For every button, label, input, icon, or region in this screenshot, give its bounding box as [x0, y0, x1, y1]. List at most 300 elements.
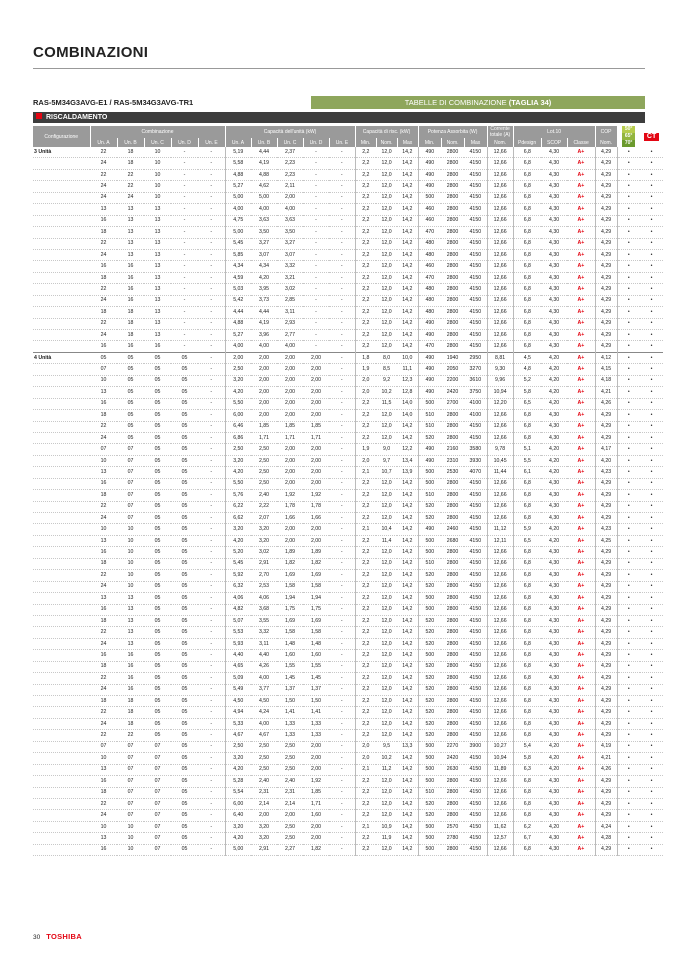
table-cell: - — [303, 147, 329, 158]
table-cell: 16 — [117, 661, 144, 672]
table-cell: 4150 — [464, 513, 487, 524]
table-cell: 6,5 — [513, 535, 541, 546]
table-cell: 13 — [144, 249, 171, 260]
table-cell: • — [617, 707, 640, 718]
table-cell: 13 — [144, 330, 171, 341]
table-cell: • — [640, 272, 663, 283]
table-cell: 3930 — [464, 455, 487, 466]
table-cell: • — [617, 147, 640, 158]
table-cell: • — [617, 318, 640, 329]
table-cell: 9,5 — [376, 741, 397, 752]
banner-prefix: TABELLE DI COMBINAZIONE — [404, 98, 509, 107]
table-cell: - — [329, 375, 355, 386]
table-cell: 10 — [90, 753, 117, 764]
table-cell: 07 — [117, 501, 144, 512]
table-cell: 13,9 — [397, 467, 418, 478]
table-cell: 22 — [90, 284, 117, 295]
table-cell: • — [617, 432, 640, 443]
table-cell: 1,94 — [303, 593, 329, 604]
table-cell: 16 — [90, 650, 117, 661]
sub-header: Nom. — [487, 138, 513, 147]
table-cell: - — [329, 295, 355, 306]
table-cell: 4,30 — [541, 158, 567, 169]
table-cell: 4,20 — [225, 387, 251, 398]
table-cell: - — [198, 330, 225, 341]
table-cell: 2,2 — [355, 272, 376, 283]
table-cell: 4150 — [464, 421, 487, 432]
table-cell: - — [171, 307, 198, 318]
table-cell: 2800 — [441, 432, 464, 443]
table-cell: 4,30 — [541, 490, 567, 501]
table-cell: 1,85 — [251, 421, 277, 432]
table-cell: 500 — [418, 467, 441, 478]
table-cell: 2,50 — [225, 364, 251, 375]
model-label: RAS-5M34G3AVG-E1 / RAS-5M34G3AVG-TR1 — [33, 98, 194, 107]
table-cell: 14,2 — [397, 421, 418, 432]
energy-class-cell: A+ — [567, 501, 595, 512]
table-cell: • — [617, 615, 640, 626]
table-cell: 1,85 — [277, 421, 303, 432]
red-square-icon — [36, 113, 42, 119]
table-cell: 12,66 — [487, 249, 513, 260]
table-cell: 2,07 — [251, 513, 277, 524]
table-cell: 14,2 — [397, 524, 418, 535]
table-cell: 24 — [90, 158, 117, 169]
table-cell: • — [640, 673, 663, 684]
brand-logo: TOSHIBA — [46, 932, 82, 941]
table-cell: 500 — [418, 764, 441, 775]
table-cell: 5,03 — [225, 284, 251, 295]
table-cell: 4,5 — [513, 352, 541, 363]
table-cell: 4,30 — [541, 147, 567, 158]
table-cell: 13 — [117, 204, 144, 215]
table-cell: 2,2 — [355, 490, 376, 501]
table-cell: 520 — [418, 730, 441, 741]
table-cell: - — [198, 593, 225, 604]
table-cell: 4,29 — [595, 169, 617, 180]
table-cell: • — [617, 833, 640, 844]
table-cell: 2420 — [441, 387, 464, 398]
table-cell: 4,30 — [541, 787, 567, 798]
table-cell: 520 — [418, 696, 441, 707]
table-cell: 4,12 — [595, 352, 617, 363]
row-group-label — [33, 810, 90, 821]
row-group-label — [33, 330, 90, 341]
table-cell: • — [617, 478, 640, 489]
table-cell: • — [617, 684, 640, 695]
sub-header: Max — [464, 138, 487, 147]
table-cell: 14,0 — [397, 398, 418, 409]
table-cell: - — [171, 204, 198, 215]
table-cell: - — [198, 570, 225, 581]
table-cell: 4,30 — [541, 318, 567, 329]
table-cell: • — [640, 398, 663, 409]
table-cell: 12,66 — [487, 215, 513, 226]
table-cell: 05 — [171, 821, 198, 832]
table-cell: • — [640, 604, 663, 615]
table-cell: - — [329, 524, 355, 535]
row-group-label — [33, 524, 90, 535]
table-cell: 12,0 — [376, 696, 397, 707]
table-cell: 05 — [171, 387, 198, 398]
table-cell: 2,00 — [251, 398, 277, 409]
table-cell: 4,50 — [251, 696, 277, 707]
table-cell: 12,0 — [376, 798, 397, 809]
table-cell: • — [617, 421, 640, 432]
table-cell: 2050 — [441, 364, 464, 375]
table-cell: 6,8 — [513, 684, 541, 695]
table-cell: 13,3 — [397, 741, 418, 752]
table-cell: 2800 — [441, 776, 464, 787]
table-cell: 2,40 — [251, 776, 277, 787]
table-cell: 4,29 — [595, 604, 617, 615]
table-cell: • — [640, 421, 663, 432]
table-cell: • — [617, 638, 640, 649]
table-cell: - — [329, 718, 355, 729]
table-cell: 24 — [90, 810, 117, 821]
table-cell: 4,30 — [541, 204, 567, 215]
table-cell: 05 — [171, 570, 198, 581]
row-group-label — [33, 821, 90, 832]
table-cell: 520 — [418, 615, 441, 626]
table-cell: 9,96 — [487, 375, 513, 386]
table-cell: 6,8 — [513, 432, 541, 443]
table-cell: • — [617, 604, 640, 615]
table-cell: - — [329, 593, 355, 604]
table-cell: 500 — [418, 398, 441, 409]
table-cell: - — [198, 318, 225, 329]
table-cell: 2,50 — [277, 753, 303, 764]
table-cell: 6,1 — [513, 467, 541, 478]
table-cell: 2800 — [441, 798, 464, 809]
energy-class-cell: A+ — [567, 330, 595, 341]
table-cell: 1,8 — [355, 352, 376, 363]
table-cell: • — [640, 375, 663, 386]
table-cell: 6,46 — [225, 421, 251, 432]
table-cell: 4,67 — [251, 730, 277, 741]
table-cell: 05 — [144, 707, 171, 718]
table-cell: 5,00 — [251, 192, 277, 203]
table-cell: 4,20 — [251, 272, 277, 283]
table-cell: 5,27 — [225, 330, 251, 341]
table-cell: 12,0 — [376, 261, 397, 272]
table-cell: 2,2 — [355, 284, 376, 295]
table-cell: 14,2 — [397, 673, 418, 684]
table-cell: 4,23 — [595, 467, 617, 478]
table-cell: 510 — [418, 490, 441, 501]
table-cell: 520 — [418, 798, 441, 809]
table-cell: - — [329, 490, 355, 501]
table-cell: 05 — [171, 455, 198, 466]
table-cell: 2,00 — [251, 352, 277, 363]
table-cell: 18 — [90, 558, 117, 569]
table-cell: 05 — [171, 764, 198, 775]
table-cell: - — [329, 444, 355, 455]
table-cell: 2800 — [441, 421, 464, 432]
table-cell: 05 — [171, 684, 198, 695]
table-cell: 05 — [171, 375, 198, 386]
table-cell: 05 — [171, 650, 198, 661]
table-cell: 12,66 — [487, 558, 513, 569]
table-cell: 4,19 — [251, 158, 277, 169]
table-cell: 9,7 — [376, 455, 397, 466]
table-cell: 05 — [171, 718, 198, 729]
table-cell: 05 — [171, 421, 198, 432]
table-cell: - — [329, 467, 355, 478]
table-cell: 05 — [144, 730, 171, 741]
table-cell: 10 — [117, 524, 144, 535]
table-cell: 22 — [90, 730, 117, 741]
table-cell: 4,30 — [541, 833, 567, 844]
table-cell: - — [198, 410, 225, 421]
table-cell: 2,50 — [251, 467, 277, 478]
table-cell: 4150 — [464, 341, 487, 352]
table-cell: 8,5 — [376, 364, 397, 375]
table-cell: 2,00 — [303, 478, 329, 489]
table-cell: - — [198, 684, 225, 695]
table-cell: 12,0 — [376, 181, 397, 192]
energy-class-cell: A+ — [567, 741, 595, 752]
table-row — [33, 593, 663, 604]
table-cell: 470 — [418, 272, 441, 283]
table-cell: • — [617, 787, 640, 798]
table-cell: 05 — [144, 547, 171, 558]
table-cell: - — [198, 535, 225, 546]
table-cell: 4150 — [464, 718, 487, 729]
table-cell: • — [617, 375, 640, 386]
table-cell: 10 — [117, 558, 144, 569]
table-cell: 14,2 — [397, 490, 418, 501]
table-cell: 4,30 — [541, 432, 567, 443]
table-cell: 3580 — [464, 444, 487, 455]
energy-class-cell: A+ — [567, 627, 595, 638]
table-cell: 12,66 — [487, 638, 513, 649]
table-cell: - — [198, 650, 225, 661]
energy-class-cell: A+ — [567, 730, 595, 741]
table-cell: 5,53 — [225, 627, 251, 638]
table-cell: 1,33 — [277, 730, 303, 741]
table-cell: 14,2 — [397, 776, 418, 787]
table-cell: 12,66 — [487, 730, 513, 741]
row-group-label — [33, 787, 90, 798]
table-cell: 4150 — [464, 330, 487, 341]
table-cell: 2,2 — [355, 261, 376, 272]
table-cell: 16 — [90, 604, 117, 615]
table-row — [33, 318, 663, 329]
table-cell: 05 — [171, 810, 198, 821]
table-cell: 2,00 — [303, 352, 329, 363]
table-cell: 9,30 — [487, 364, 513, 375]
table-cell: 6,8 — [513, 615, 541, 626]
table-cell: 14,2 — [397, 810, 418, 821]
table-cell: 4,00 — [251, 718, 277, 729]
table-cell: 2,00 — [277, 398, 303, 409]
table-cell: - — [303, 169, 329, 180]
table-cell: 10 — [117, 844, 144, 855]
table-cell: 4,19 — [595, 741, 617, 752]
table-cell: - — [198, 249, 225, 260]
table-cell: • — [640, 192, 663, 203]
table-cell: 4,62 — [251, 181, 277, 192]
table-cell: - — [329, 684, 355, 695]
table-row — [33, 547, 663, 558]
table-cell: 1,58 — [277, 581, 303, 592]
table-row — [33, 341, 663, 352]
table-cell: 05 — [144, 673, 171, 684]
table-cell: 05 — [171, 490, 198, 501]
table-cell: 05 — [171, 673, 198, 684]
table-cell: • — [640, 833, 663, 844]
table-cell: 12,66 — [487, 432, 513, 443]
table-cell: 460 — [418, 204, 441, 215]
row-group-label — [33, 673, 90, 684]
table-cell: 12,66 — [487, 810, 513, 821]
table-row — [33, 455, 663, 466]
table-cell: - — [329, 513, 355, 524]
table-cell: 2800 — [441, 147, 464, 158]
table-cell: 2,00 — [277, 192, 303, 203]
table-cell: 4,29 — [595, 661, 617, 672]
table-cell: - — [171, 272, 198, 283]
table-cell: • — [617, 547, 640, 558]
table-cell: 18 — [117, 696, 144, 707]
table-cell: 05 — [144, 490, 171, 501]
table-cell: 4,29 — [595, 638, 617, 649]
row-group-label — [33, 764, 90, 775]
table-cell: 3,73 — [251, 295, 277, 306]
table-cell: 2,2 — [355, 341, 376, 352]
row-group-label — [33, 490, 90, 501]
energy-class-cell: A+ — [567, 147, 595, 158]
table-cell: 07 — [117, 810, 144, 821]
table-cell: 4150 — [464, 810, 487, 821]
table-cell: 490 — [418, 158, 441, 169]
table-row — [33, 776, 663, 787]
row-group-label — [33, 844, 90, 855]
table-cell: 14,2 — [397, 844, 418, 855]
table-cell: • — [617, 650, 640, 661]
row-group-label — [33, 238, 90, 249]
table-cell: 4150 — [464, 295, 487, 306]
table-cell: 13 — [117, 593, 144, 604]
table-cell: 6,8 — [513, 272, 541, 283]
table-cell: 4,30 — [541, 615, 567, 626]
table-cell: 6,32 — [225, 581, 251, 592]
table-cell: 510 — [418, 787, 441, 798]
table-cell: 2800 — [441, 490, 464, 501]
table-cell: 2,93 — [277, 318, 303, 329]
row-group-label — [33, 753, 90, 764]
table-cell: - — [198, 730, 225, 741]
table-cell: - — [198, 798, 225, 809]
table-cell: 2800 — [441, 295, 464, 306]
energy-class-cell: A+ — [567, 387, 595, 398]
table-cell: 2,00 — [277, 387, 303, 398]
table-row — [33, 810, 663, 821]
energy-class-cell: A+ — [567, 444, 595, 455]
table-cell: 6,8 — [513, 810, 541, 821]
table-cell: - — [198, 753, 225, 764]
table-row — [33, 467, 663, 478]
table-cell: 6,8 — [513, 318, 541, 329]
table-cell: 12,0 — [376, 593, 397, 604]
row-group-label — [33, 204, 90, 215]
table-cell: 2800 — [441, 478, 464, 489]
table-cell: 4,20 — [541, 467, 567, 478]
table-row — [33, 387, 663, 398]
energy-class-cell: A+ — [567, 650, 595, 661]
table-cell: 18 — [90, 661, 117, 672]
table-cell: 1,82 — [303, 558, 329, 569]
table-cell: 460 — [418, 215, 441, 226]
row-group-label: 3 Unità — [33, 147, 90, 158]
table-cell: • — [617, 501, 640, 512]
table-cell: • — [640, 696, 663, 707]
table-cell: 12,20 — [487, 398, 513, 409]
table-cell: 4,29 — [595, 776, 617, 787]
table-cell: 1,55 — [303, 661, 329, 672]
table-row — [33, 707, 663, 718]
table-cell: 480 — [418, 307, 441, 318]
table-cell: 3270 — [464, 364, 487, 375]
table-cell: 2,2 — [355, 147, 376, 158]
row-group-label — [33, 776, 90, 787]
table-cell: 6,8 — [513, 730, 541, 741]
table-cell: - — [329, 398, 355, 409]
table-cell: • — [617, 341, 640, 352]
table-cell: - — [329, 627, 355, 638]
table-cell: 05 — [144, 501, 171, 512]
table-cell: 490 — [418, 444, 441, 455]
table-cell: 4,30 — [541, 238, 567, 249]
table-cell: 3,55 — [251, 615, 277, 626]
table-cell: - — [198, 295, 225, 306]
table-row — [33, 844, 663, 855]
table-cell: 4,26 — [595, 764, 617, 775]
table-cell: 6,8 — [513, 341, 541, 352]
table-cell: • — [640, 707, 663, 718]
table-cell: 12,0 — [376, 810, 397, 821]
table-cell: • — [640, 352, 663, 363]
table-cell: 2,2 — [355, 432, 376, 443]
table-cell: 1,75 — [277, 604, 303, 615]
table-cell: 1,69 — [277, 570, 303, 581]
table-cell: 4,94 — [225, 707, 251, 718]
table-cell: 18 — [90, 227, 117, 238]
table-cell: 12,0 — [376, 615, 397, 626]
table-cell: 1,58 — [277, 627, 303, 638]
table-cell: 16 — [90, 776, 117, 787]
energy-class-cell: A+ — [567, 558, 595, 569]
table-cell: - — [329, 284, 355, 295]
table-cell: 9,0 — [376, 444, 397, 455]
table-cell: 13 — [144, 307, 171, 318]
table-cell: 4,00 — [277, 341, 303, 352]
table-cell: 520 — [418, 627, 441, 638]
table-cell: • — [640, 432, 663, 443]
table-cell: 05 — [144, 684, 171, 695]
table-cell: 4,29 — [595, 261, 617, 272]
table-cell: 2,77 — [277, 330, 303, 341]
table-cell: 520 — [418, 513, 441, 524]
table-cell: 07 — [144, 810, 171, 821]
table-cell: 4,30 — [541, 581, 567, 592]
table-cell: 12,0 — [376, 776, 397, 787]
sub-header: Min. — [418, 138, 441, 147]
table-cell: - — [198, 375, 225, 386]
table-cell: 3,32 — [251, 627, 277, 638]
table-cell: 1,33 — [277, 718, 303, 729]
